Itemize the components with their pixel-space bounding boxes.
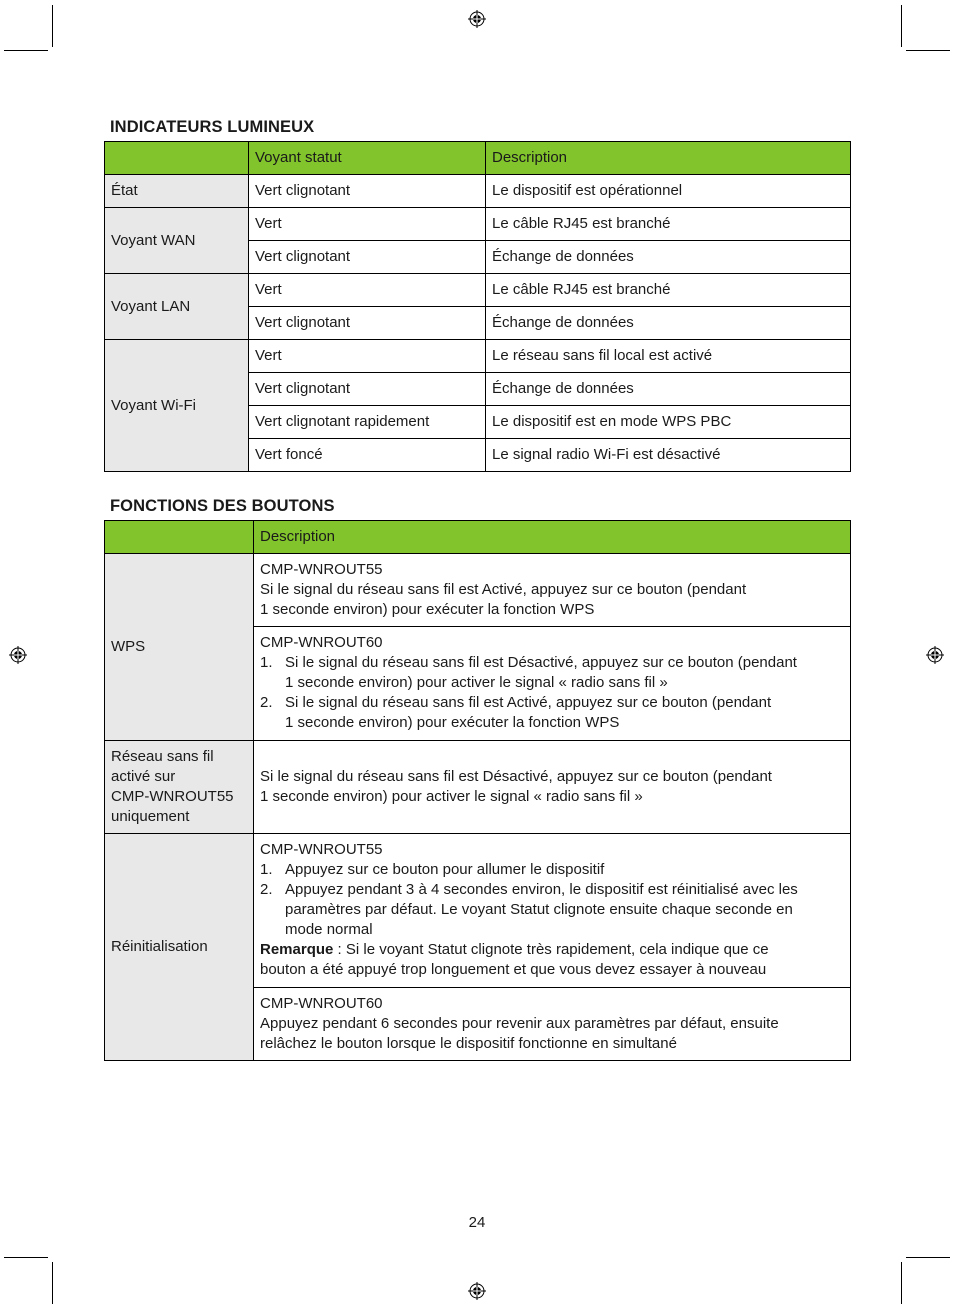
header-cell: Description <box>254 521 851 554</box>
model-name: CMP-WNROUT60 <box>260 994 383 1012</box>
text-line: 1 seconde environ) pour exécuter la fonction WPS <box>260 600 595 618</box>
registration-mark-icon <box>468 1282 486 1300</box>
description-cell: Échange de données <box>486 307 851 340</box>
status-cell: Vert <box>249 208 486 241</box>
table-row <box>105 340 851 373</box>
steps-list <box>260 860 844 940</box>
status-cell: Vert clignotant <box>249 241 486 274</box>
row-label-wps: WPS <box>105 554 254 741</box>
crop-mark <box>901 5 902 47</box>
description-cell: Le réseau sans fil local est activé <box>486 340 851 373</box>
text-line: 1 seconde environ) pour exécuter la fonction WPS <box>285 714 620 731</box>
description-cell <box>254 834 851 988</box>
description-cell: Le signal radio Wi-Fi est désactivé <box>486 439 851 472</box>
row-label-reset: Réinitialisation <box>105 834 254 1061</box>
table-row <box>105 208 851 241</box>
crop-mark <box>52 1262 53 1304</box>
table-header-row <box>105 521 851 554</box>
status-cell: Vert clignotant <box>249 307 486 340</box>
table-header-row <box>105 142 851 175</box>
label-line: CMP-WNROUT55 <box>111 788 234 805</box>
crop-mark <box>52 5 53 47</box>
list-item <box>260 860 844 880</box>
text-line: paramètres par défaut. Le voyant Statut clignote ensuite chaque seconde en <box>285 901 793 918</box>
description-cell <box>254 988 851 1061</box>
description-cell <box>254 627 851 741</box>
description-cell: Échange de données <box>486 373 851 406</box>
description-cell: Le câble RJ45 est branché <box>486 274 851 307</box>
text-line: 1 seconde environ) pour activer le signal « radio sans fil » <box>260 787 643 805</box>
crop-mark <box>4 1257 48 1258</box>
row-label-wireless <box>105 741 254 834</box>
header-cell: Voyant statut <box>249 142 486 175</box>
registration-mark-icon <box>9 646 27 664</box>
model-name: CMP-WNROUT60 <box>260 634 383 651</box>
description-cell <box>254 741 851 834</box>
registration-mark-icon <box>926 646 944 664</box>
indicators-table <box>104 141 851 472</box>
note-text: : Si le voyant Statut clignote très rapidement, cela indique que ce <box>333 941 769 958</box>
text-line: relâchez le bouton lorsque le dispositif fonctionne en simultané <box>260 1034 677 1052</box>
list-number: 1. <box>260 861 273 878</box>
table-row <box>105 741 851 834</box>
list-number: 2. <box>260 694 273 711</box>
status-cell: Vert foncé <box>249 439 486 472</box>
registration-mark-icon <box>468 10 486 28</box>
model-name: CMP-WNROUT55 <box>260 841 383 858</box>
crop-mark <box>906 1257 950 1258</box>
text-line: Appuyez sur ce bouton pour allumer le dispositif <box>285 861 605 878</box>
text-line: Si le signal du réseau sans fil est Activé, appuyez sur ce bouton (pendant <box>285 694 772 711</box>
list-item <box>260 880 844 940</box>
description-cell: Le dispositif est en mode WPS PBC <box>486 406 851 439</box>
text-line: bouton a été appuyé trop longuement et que vous devez essayer à nouveau <box>260 961 767 978</box>
text-line: Si le signal du réseau sans fil est Activé, appuyez sur ce bouton (pendant <box>260 580 747 598</box>
text-line: mode normal <box>285 921 373 938</box>
description-cell <box>254 554 851 627</box>
text-line: Si le signal du réseau sans fil est Désactivé, appuyez sur ce bouton (pendant <box>285 654 797 671</box>
row-label-wan: Voyant WAN <box>105 208 249 274</box>
row-label-lan: Voyant LAN <box>105 274 249 340</box>
label-line: uniquement <box>111 808 190 825</box>
list-item <box>260 693 844 733</box>
status-cell: Vert <box>249 340 486 373</box>
section-title-buttons: FONCTIONS DES BOUTONS <box>110 497 335 515</box>
description-cell: Le câble RJ45 est branché <box>486 208 851 241</box>
section-title-indicators: INDICATEURS LUMINEUX <box>110 118 315 136</box>
text-line: Si le signal du réseau sans fil est Désactivé, appuyez sur ce bouton (pendant <box>260 767 772 785</box>
row-label-wifi: Voyant Wi-Fi <box>105 340 249 472</box>
crop-mark <box>906 50 950 51</box>
table-row <box>105 554 851 627</box>
crop-mark <box>4 50 48 51</box>
buttons-table <box>104 520 851 1061</box>
text-line: Appuyez pendant 3 à 4 secondes environ, le dispositif est réinitialisé avec les <box>285 881 798 898</box>
list-item <box>260 653 844 693</box>
status-cell: Vert clignotant rapidement <box>249 406 486 439</box>
list-number: 2. <box>260 881 273 898</box>
header-cell: Description <box>486 142 851 175</box>
list-number: 1. <box>260 654 273 671</box>
page-number: 24 <box>468 1214 486 1231</box>
label-line: activé sur <box>111 768 176 785</box>
steps-list <box>260 653 844 733</box>
text-line: Appuyez pendant 6 secondes pour revenir aux paramètres par défaut, ensuite <box>260 1014 779 1032</box>
header-cell <box>105 142 249 175</box>
note-label: Remarque <box>260 941 334 958</box>
status-cell: Vert clignotant <box>249 373 486 406</box>
crop-mark <box>901 1262 902 1304</box>
description-cell: Échange de données <box>486 241 851 274</box>
row-label-etat: État <box>105 175 249 208</box>
note-line <box>260 940 844 960</box>
description-cell: Le dispositif est opérationnel <box>486 175 851 208</box>
table-row <box>105 834 851 988</box>
table-row <box>105 274 851 307</box>
text-line: 1 seconde environ) pour activer le signal « radio sans fil » <box>285 674 668 691</box>
label-line: Réseau sans fil <box>111 748 214 765</box>
status-cell: Vert clignotant <box>249 175 486 208</box>
table-row <box>105 175 851 208</box>
header-cell <box>105 521 254 554</box>
status-cell: Vert <box>249 274 486 307</box>
model-name: CMP-WNROUT55 <box>260 560 383 578</box>
